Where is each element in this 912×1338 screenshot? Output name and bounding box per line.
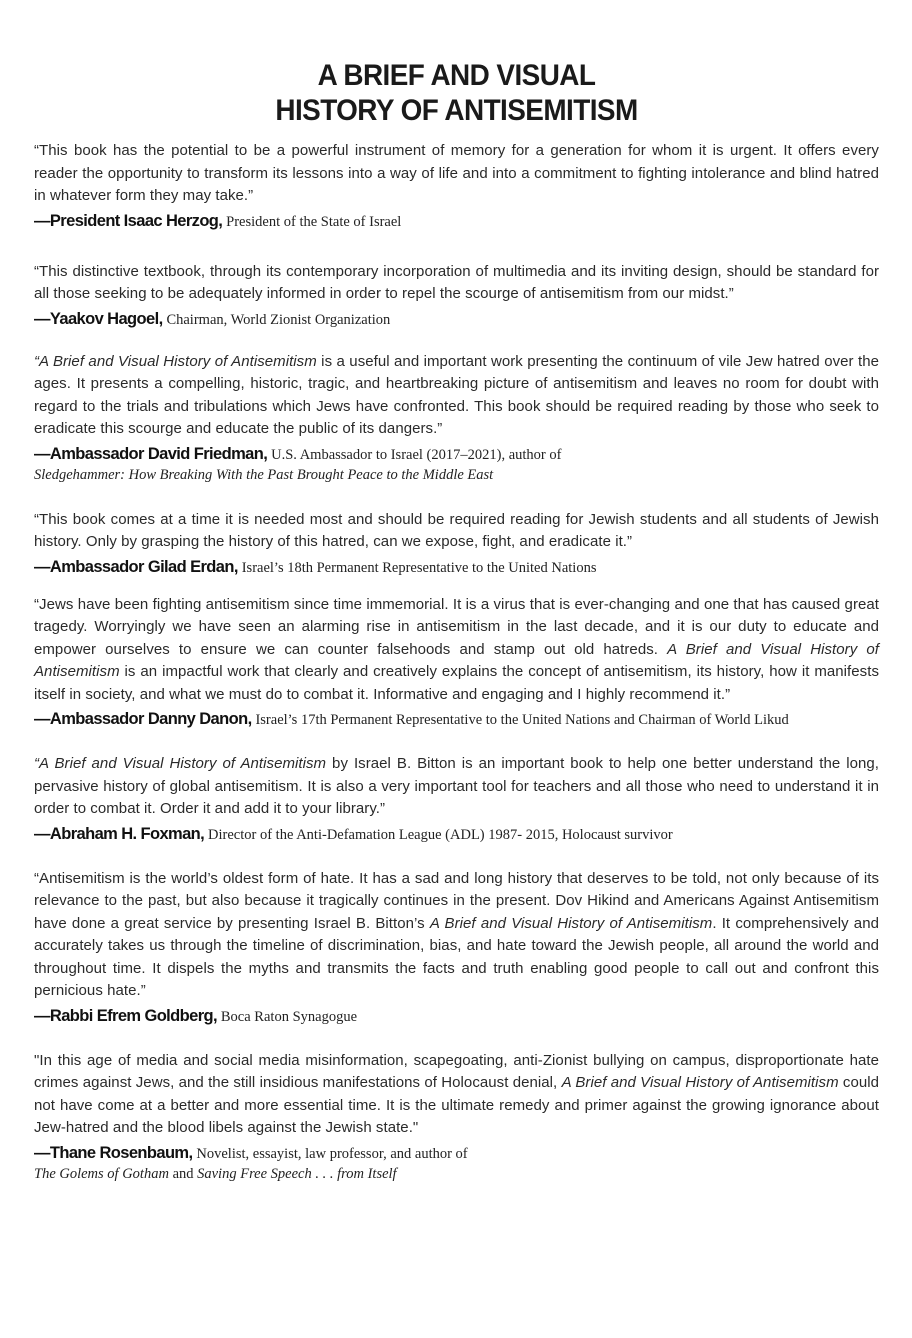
endorsement-attribution: [34, 308, 879, 331]
book-title-italic: A Brief and Visual History of Antisemitism: [34, 640, 879, 680]
endorsement-attribution: [34, 1005, 879, 1028]
quote-text: by Israel B. Bitton is an important book to help one better understand the long, pervasive history of global antisemitism. It is also a very important tool for teachers and all those who need to understand it in order to combat it. Order it and add it to your library.”: [34, 755, 880, 817]
endorsement-attribution: [34, 443, 879, 485]
endorsement-quote: [34, 753, 879, 821]
conjunction-text: and: [168, 1165, 198, 1182]
endorser-role: Chairman, World Zionist Organization: [166, 311, 391, 328]
quote-text: is an impactful work that clearly and creatively explains the concept of antisemitism, its history, how it manifests itself in society, and what we must do to combat it. Informative and engaging and I highly recommend it.”: [34, 663, 879, 703]
endorsement-quote: [34, 1050, 879, 1140]
quote-text: is a useful and important work presenting the continuum of vile Jew hatred over the ages. It presents a compelling, historic, tragic, and heartbreaking picture of antisemitism and leaves no room for doubt with regard to the trials and tribulations which Jews have confronted. This book should be required reading by those who seek to eradicate this scourge and educate the public of its dangers.”: [34, 352, 880, 437]
endorser-role: Novelist, essayist, law professor, and author of: [196, 1145, 468, 1162]
book-title-italic: “A Brief and Visual History of Antisemitism: [34, 755, 327, 772]
endorser-name: —Yaakov Hagoel,: [34, 309, 163, 328]
endorsement-friedman: [34, 351, 879, 485]
endorsement-attribution: [34, 1142, 879, 1184]
endorser-name: —Ambassador Gilad Erdan,: [34, 557, 238, 576]
quote-text: “Jews have been fighting antisemitism since time immemorial. It is a virus that is ever-changing and one that has caused great tragedy. Worryingly we have seen an alarming rise in antisemitism in the last decade, and it is our duty to educate and empower ourselves to ensure we can counter falsehoods and stamp out old hatreds.: [34, 595, 879, 658]
endorser-name: —Abraham H. Foxman,: [34, 824, 205, 843]
endorser-role: Director of the Anti-Defamation League (ADL) 1987- 2015, Holocaust survivor: [208, 826, 673, 843]
endorsement-attribution: [34, 210, 879, 233]
endorsement-quote: “This book has the potential to be a powerful instrument of memory for a generation for whom it is urgent. It offers every reader the opportunity to transform its lessons into a way of life and into a commitment to fighting intolerance and blind hatred in whatever form they may take.”: [34, 142, 879, 204]
title-line-2: HISTORY OF ANTISEMITISM: [275, 94, 638, 127]
endorsement-foxman: [34, 753, 879, 846]
endorser-name: —President Isaac Herzog,: [34, 211, 223, 230]
endorser-role: Boca Raton Synagogue: [220, 1008, 358, 1025]
endorsement-goldberg: [34, 868, 879, 1028]
endorsement-quote: [34, 594, 879, 707]
endorser-role: Israel’s 17th Permanent Representative to the United Nations and Chairman of World Likud: [255, 712, 789, 728]
endorser-name: —Rabbi Efrem Goldberg,: [34, 1006, 217, 1025]
endorser-role-book: Sledgehammer: How Breaking With the Past Brought Peace to the Middle East: [34, 466, 494, 483]
title-line-1: A BRIEF AND VISUAL: [317, 59, 596, 92]
book-title-italic: “A Brief and Visual History of Antisemitism: [34, 352, 317, 370]
endorsement-quote: “This book comes at a time it is needed most and should be required reading for Jewish students and all students of Jewish history. Only by grasping the history of this hatred, can we expose, fight, and eradicate it.”: [34, 510, 879, 550]
quote-text: . It comprehensively and accurately takes us through the timeline of discrimination, bias, and hate toward the Jewish people, all around the world and throughout time. It dispels the myths and transmits the facts and truth enabling good people to call out and confront this pernicious hate.”: [34, 914, 879, 999]
endorsement-hagoel: [34, 261, 879, 331]
endorser-role: President of the State of Israel: [226, 213, 402, 230]
book-title-italic: A Brief and Visual History of Antisemitism: [561, 1074, 839, 1091]
book-title-italic: Saving Free Speech . . . from Itself: [197, 1165, 397, 1182]
endorser-name: —Thane Rosenbaum,: [34, 1143, 193, 1162]
endorsement-erdan: [34, 509, 879, 579]
book-title-italic: A Brief and Visual History of Antisemitism: [429, 914, 713, 932]
endorsement-attribution: [34, 556, 879, 579]
page-title: [64, 58, 850, 128]
quote-text: “Antisemitism is the world’s oldest form of hate. It has a sad and long history that deserves to be told, not only because of its relevance to the past, but also because it tragically continues in the present. Dov Hikind and Americans Against Antisemitism have done a great service by presenting Israel B. Bitton’s: [34, 869, 879, 932]
endorsement-attribution: [34, 823, 879, 846]
endorser-role: Israel’s 18th Permanent Representative to the United Nations: [241, 559, 597, 576]
page: [0, 58, 912, 1338]
endorsement-quote: [34, 868, 879, 1003]
endorsement-rosenbaum: [34, 1050, 879, 1184]
endorsement-quote: [34, 351, 879, 441]
quote-text: "In this age of media and social media misinformation, scapegoating, anti-Zionist bullying on campus, disproportionate hate crimes against Jews, and the still insidious manifestations of Holocaust denial,: [34, 1051, 879, 1091]
endorsement-herzog: [34, 140, 879, 233]
endorsement-quote: “This distinctive textbook, through its contemporary incorporation of multimedia and its inviting design, should be standard for all those seeking to be adequately informed in order to repel the scourge of antisemitism from our midst.”: [34, 262, 879, 302]
endorser-role-books: [34, 1165, 879, 1184]
endorser-name: —Ambassador Danny Danon,: [34, 710, 252, 728]
endorsement-attribution: [34, 708, 879, 731]
book-title-italic: The Golems of Gotham: [34, 1165, 169, 1182]
endorser-name: —Ambassador David Friedman,: [34, 444, 268, 463]
endorser-role: U.S. Ambassador to Israel (2017–2021), author of: [271, 446, 562, 463]
endorsement-danon: [34, 594, 879, 732]
quote-text: could not have come at a better and more essential time. It is the ultimate remedy and primer against the growing ignorance about Jew-hatred and the blood libels against the Jewish state.": [34, 1074, 880, 1136]
